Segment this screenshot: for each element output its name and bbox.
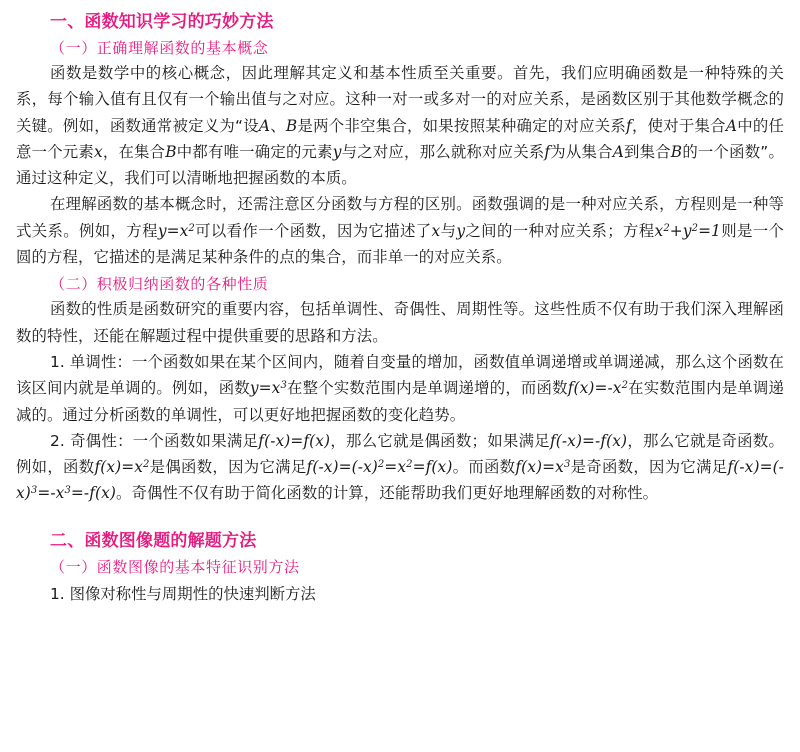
section-1-subheading-1: （一）正确理解函数的基本概念 [50, 39, 269, 57]
paragraph-function-definition: 函数是数学中的核心概念，因此理解其定义和基本性质至关重要。首先，我们应明确函数是一种特殊的关系，每个输入值有且仅有一个输出值与之对应。这种一对一或多对一的对应关系，是函数区别于其他数学概念的关键。例如，函数通常被定义为“设A、B是两个非空集合，如果按照某种确定的对应关系f，使对于集合A中的任意一个元素x，在集合B中都有唯一确定的元素y与之对应，那么就称对应关系f为从集合A到集合B的一个函数”。通过这种定义，我们可以清晰地把握函数的本质。 [16, 64, 784, 188]
section-1-heading: 一、函数知识学习的巧妙方法 [50, 12, 274, 32]
paragraph-function-vs-equation: 在理解函数的基本概念时，还需注意区分函数与方程的区别。函数强调的是一种对应关系，方程则是一种等式关系。例如，方程$y=x^2$可以看作一个函数，因为它描述了x与y之间的一种对应关系；方程$x^2+y^2=1$则是一个圆的方程，它描述的是满足某种条件的点的集合，而非单一的对应关系。 [16, 195, 784, 267]
section-2-subheading-1: （一）函数图像的基本特征识别方法 [50, 557, 300, 576]
paragraph-parity: 2. 奇偶性：一个函数如果满足f(-x)=f(x)，那么它就是偶函数；如果满足f(-x)=-f(x)，那么它就是奇函数。例如，函数$f(x)=x^2$是偶函数，因为它满足$f(-x)=(-x)^2=x^2=f(x)$。而函数$f(x)=x^3$是奇函数，因为它满足$f(-x)=(-x)^3=-x^3=-f(x)$。奇偶性不仅有助于简化函数的计算，还能帮助我们更好地理解函数的对称性。 [16, 431, 784, 503]
list-item-symmetry-periodicity: 1. 图像对称性与周期性的快速判断方法 [50, 584, 316, 603]
paragraph-function-properties: 函数的性质是函数研究的重要内容，包括单调性、奇偶性、周期性等。这些性质不仅有助于我们深入理解函数的特性，还能在解题过程中提供重要的思路和方法。 [16, 300, 784, 345]
paragraph-monotonicity: 1. 单调性：一个函数如果在某个区间内，随着自变量的增加，函数值单调递增或单调递减，那么这个函数在该区间内就是单调的。例如，函数$y=x^3$在整个实数范围内是单调递增的，而函数$f(x)=-x^2$在实数范围内是单调递减的。通过分析函数的单调性，可以更好地把握函数的变化趋势。 [16, 352, 784, 424]
section-1-subheading-2: （二）积极归纳函数的各种性质 [50, 275, 269, 294]
section-2-heading: 二、函数图像题的解题方法 [50, 530, 257, 551]
